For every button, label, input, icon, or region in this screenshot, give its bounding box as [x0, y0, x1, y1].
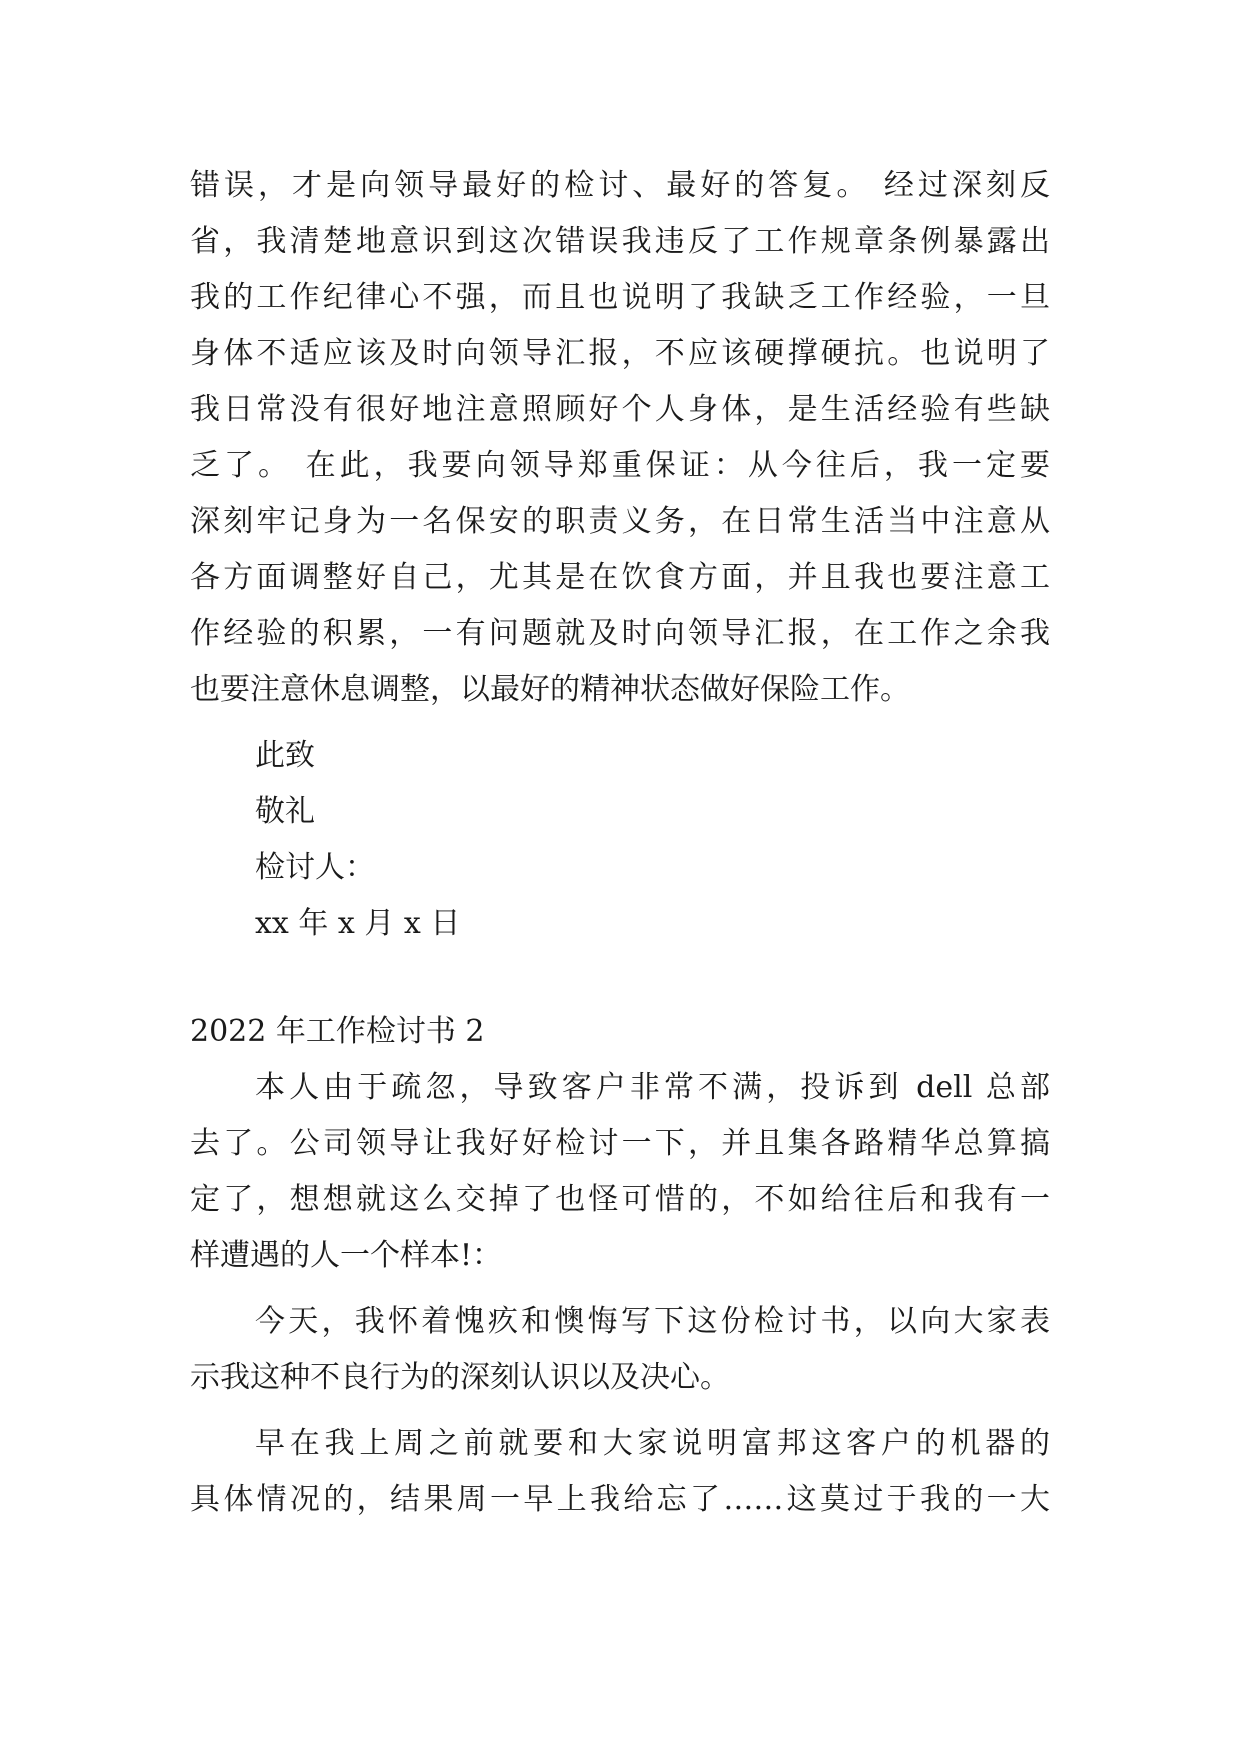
- body-line: 也要注意休息调整，以最好的精神状态做好保险工作。: [190, 672, 910, 707]
- body-line: 示我这种不良行为的深刻认识以及决心。: [190, 1360, 730, 1395]
- date-line: xx 年 x 月 x 日: [255, 906, 461, 941]
- body-line: 本人由于疏忽，导致客户非常不满，投诉到 dell 总部: [255, 1070, 1050, 1105]
- body-line: 我日常没有很好地注意照顾好个人身体，是生活经验有些缺: [190, 392, 1050, 427]
- body-line: 我的工作纪律心不强，而且也说明了我缺乏工作经验，一旦: [190, 280, 1050, 315]
- body-line: 深刻牢记身为一名保安的职责义务，在日常生活当中注意从: [190, 504, 1050, 539]
- body-line: 今天，我怀着愧疚和懊悔写下这份检讨书，以向大家表: [255, 1304, 1050, 1339]
- body-line: 错误，才是向领导最好的检讨、最好的答复。 经过深刻反: [190, 168, 1050, 203]
- closing-respect: 敬礼: [255, 794, 315, 829]
- body-line: 乏了。 在此，我要向领导郑重保证：从今往后，我一定要: [190, 448, 1050, 483]
- signer-label: 检讨人：: [255, 850, 375, 885]
- body-line: 省，我清楚地意识到这次错误我违反了工作规章条例暴露出: [190, 224, 1050, 259]
- body-line: 去了。公司领导让我好好检讨一下，并且集各路精华总算搞: [190, 1126, 1050, 1161]
- body-line: 具体情况的，结果周一早上我给忘了……这莫过于我的一大: [190, 1482, 1050, 1517]
- body-line: 定了，想想就这么交掉了也怪可惜的，不如给往后和我有一: [190, 1182, 1050, 1217]
- body-line: 样遭遇的人一个样本!：: [190, 1238, 503, 1273]
- closing-salutation: 此致: [255, 738, 315, 773]
- body-line: 作经验的积累，一有问题就及时向领导汇报，在工作之余我: [190, 616, 1050, 651]
- body-line: 各方面调整好自己，尤其是在饮食方面，并且我也要注意工: [190, 560, 1050, 595]
- body-line: 早在我上周之前就要和大家说明富邦这客户的机器的: [255, 1426, 1050, 1461]
- section-title: 2022 年工作检讨书 2: [190, 1014, 485, 1049]
- body-line: 身体不适应该及时向领导汇报，不应该硬撑硬抗。也说明了: [190, 336, 1050, 371]
